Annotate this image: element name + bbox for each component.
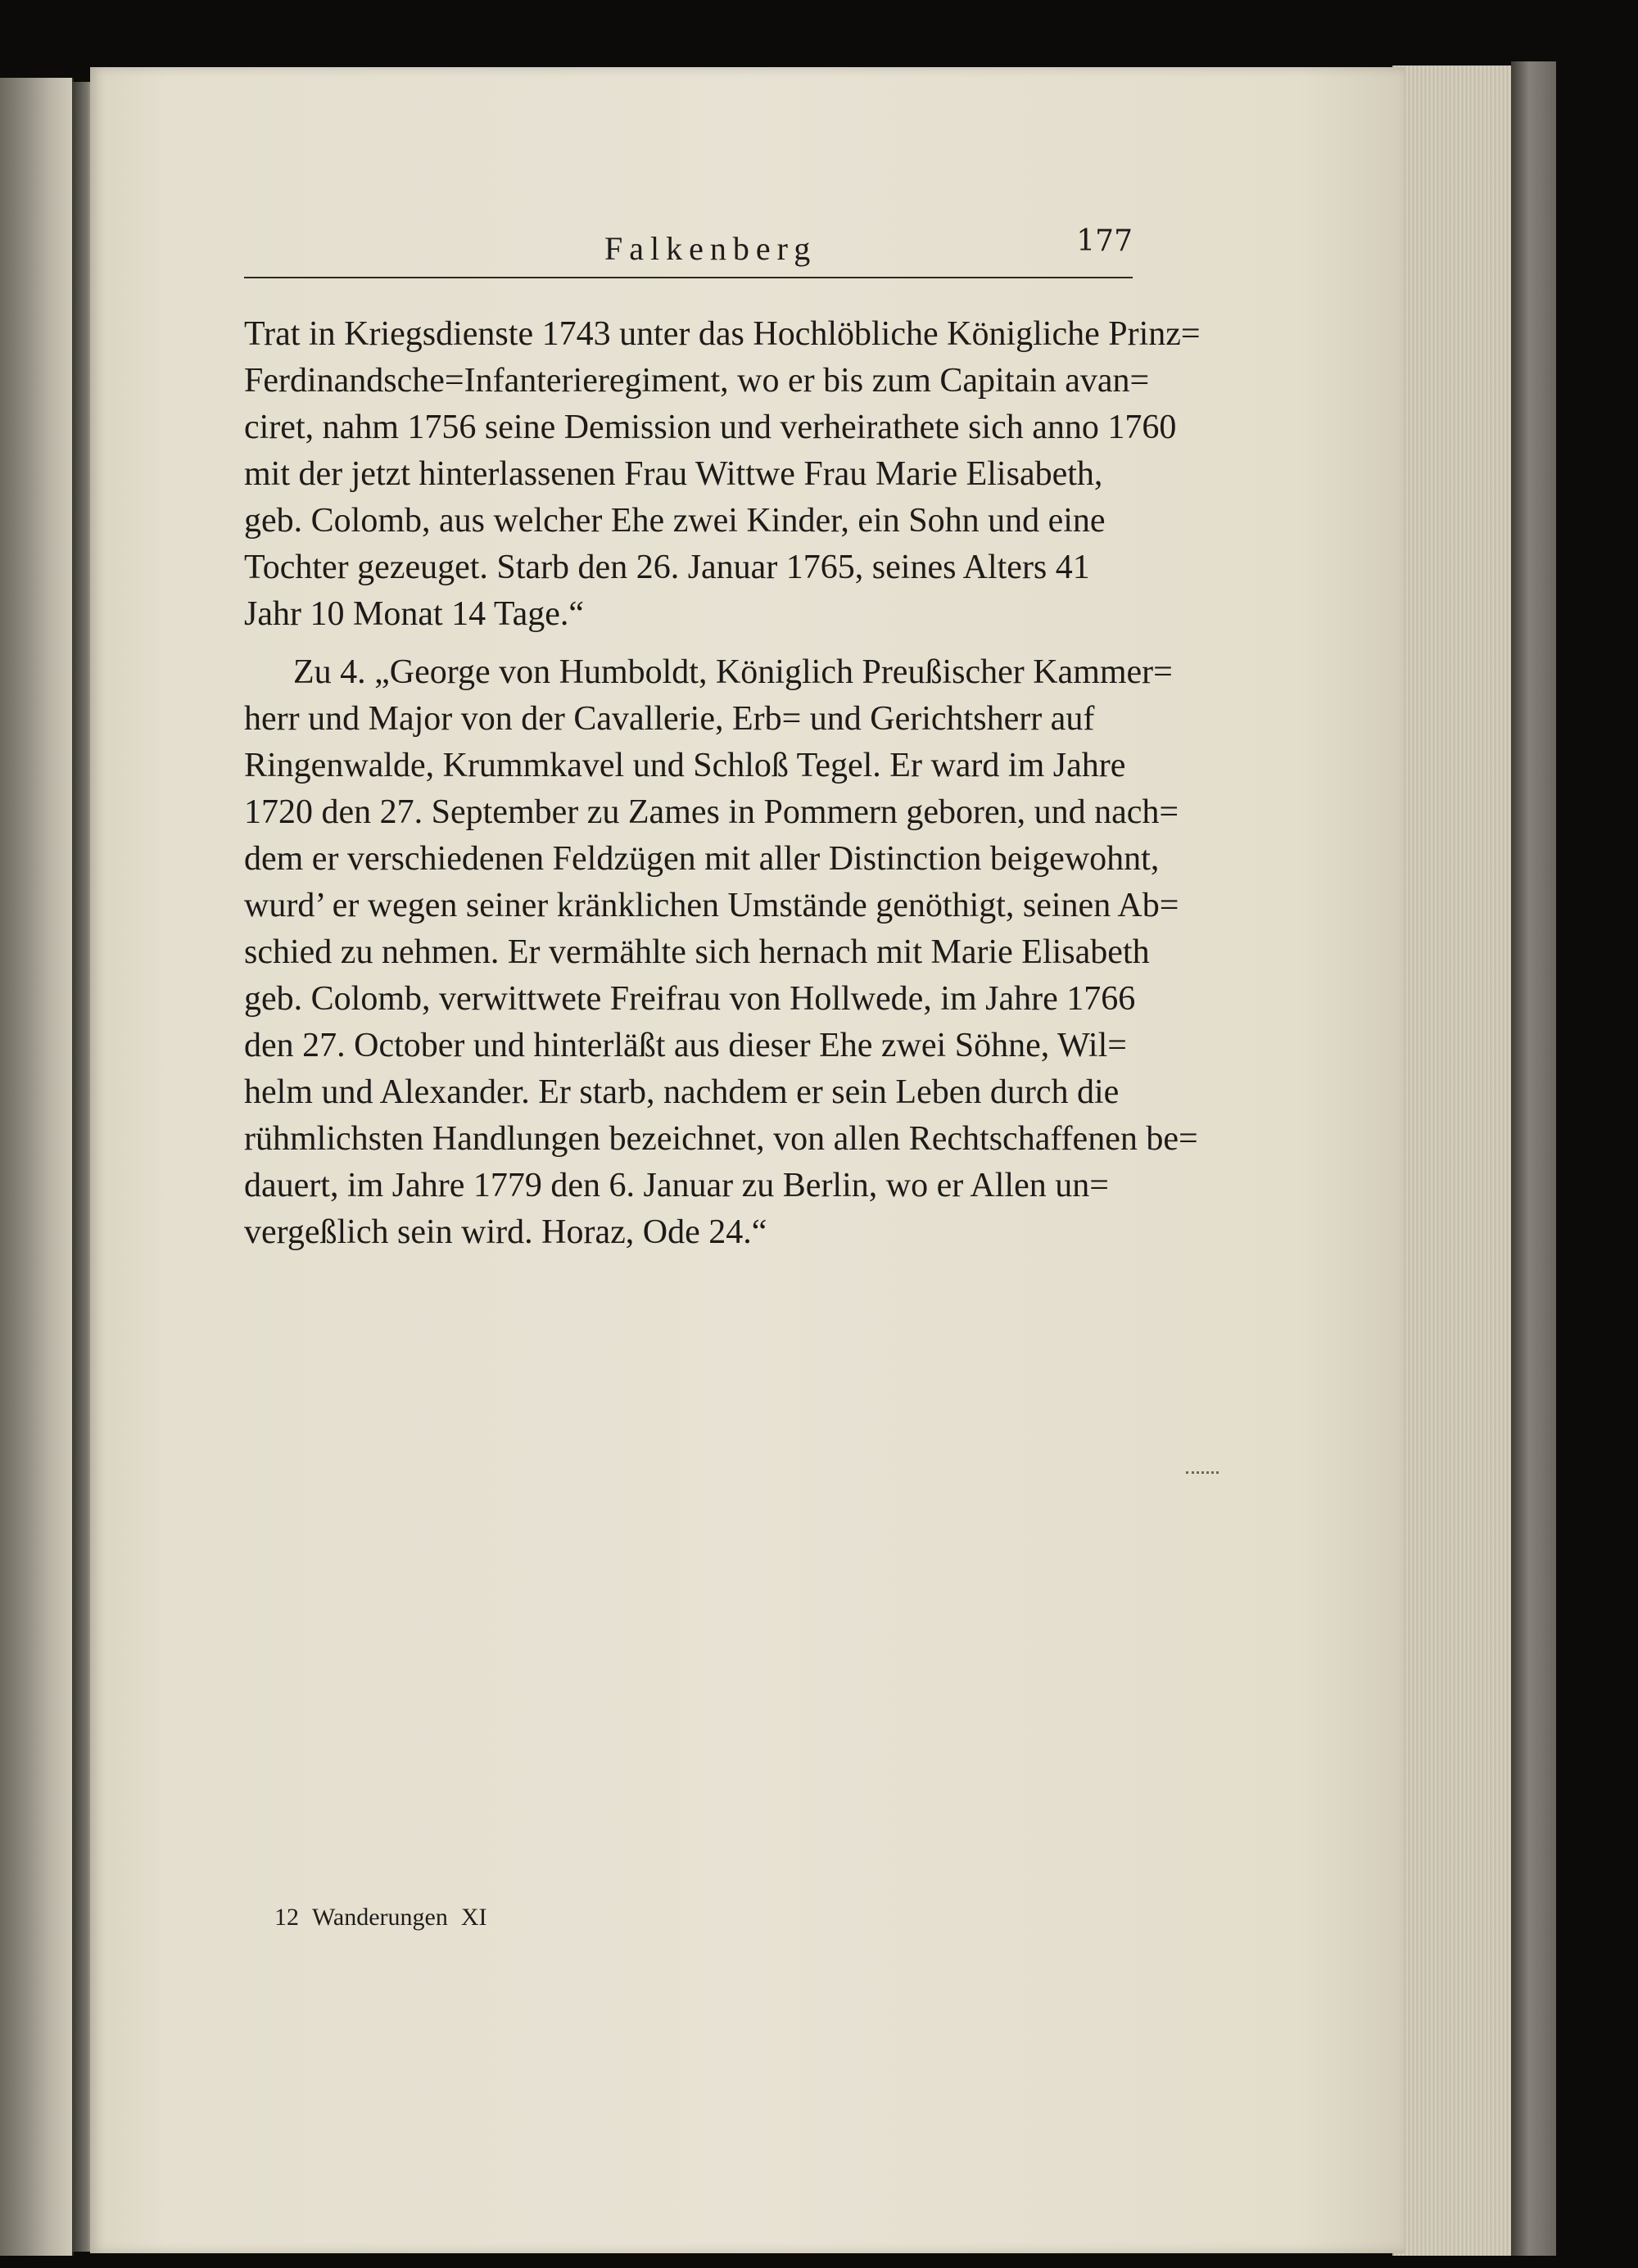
text-line: Ferdinandsche=Infanterieregiment, wo er bis zum Capitain avan= xyxy=(244,362,1150,400)
text-line: wurd’ er wegen seiner kränklichen Umstände genöthigt, seinen Ab= xyxy=(244,887,1179,924)
paragraph-2 xyxy=(244,649,1198,1256)
text-line: geb. Colomb, aus welcher Ehe zwei Kinder, ein Sohn und eine xyxy=(244,502,1106,540)
text-line: 1720 den 27. September zu Zames in Pommern geboren, und nach= xyxy=(244,793,1179,831)
volume-number: XI xyxy=(460,1904,487,1931)
book-cover-edge xyxy=(1511,61,1556,2256)
text-line: schied zu nehmen. Er vermählte sich hernach mit Marie Elisabeth xyxy=(244,933,1150,971)
text-line: Jahr 10 Monat 14 Tage.“ xyxy=(244,595,585,633)
text-line: Zu 4. „George von Humboldt, Königlich Preußischer Kammer= xyxy=(293,653,1173,691)
text-line: den 27. October und hinterläßt aus dieser Ehe zwei Söhne, Wil= xyxy=(244,1027,1127,1064)
text-line: rühmlichsten Handlungen bezeichnet, von allen Rechtschaffenen be= xyxy=(244,1120,1198,1158)
signature-mark xyxy=(274,1904,487,1931)
text-line: vergeßlich sein wird. Horaz, Ode 24.“ xyxy=(244,1213,767,1251)
text-line: ciret, nahm 1756 seine Demission und verheirathete sich anno 1760 xyxy=(244,409,1177,446)
page-number: 177 xyxy=(1076,224,1133,258)
sheet-number: 12 xyxy=(274,1904,299,1931)
text-line: helm und Alexander. Er starb, nachdem er sein Leben durch die xyxy=(244,1073,1120,1111)
running-title: Falkenberg xyxy=(604,230,817,267)
body-text xyxy=(244,311,1201,1256)
text-line: herr und Major von der Cavallerie, Erb= und Gerichtsherr auf xyxy=(244,700,1095,738)
page-fore-edge xyxy=(1392,66,1513,2256)
text-line: Ringenwalde, Krummkavel und Schloß Tegel. Er ward im Jahre xyxy=(244,747,1126,784)
text-line: mit der jetzt hinterlassenen Frau Wittwe Frau Marie Elisabeth, xyxy=(244,455,1103,493)
paragraph-1 xyxy=(244,311,1201,638)
text-line: Trat in Kriegsdienste 1743 unter das Hochlöbliche Königliche Prinz= xyxy=(244,315,1201,353)
text-line: dauert, im Jahre 1779 den 6. Januar zu Berlin, wo er Allen un= xyxy=(244,1167,1109,1204)
text-line: geb. Colomb, verwittwete Freifrau von Hollwede, im Jahre 1766 xyxy=(244,980,1136,1018)
text-line: Tochter gezeuget. Starb den 26. Januar 1765, seines Alters 41 xyxy=(244,549,1090,586)
previous-page-edge xyxy=(0,78,74,2256)
running-head xyxy=(244,219,1133,278)
series-title: Wanderungen xyxy=(312,1904,448,1931)
text-line: dem er verschiedenen Feldzügen mit aller Distinction beigewohnt, xyxy=(244,840,1160,878)
paper-speck xyxy=(1186,1471,1219,1477)
